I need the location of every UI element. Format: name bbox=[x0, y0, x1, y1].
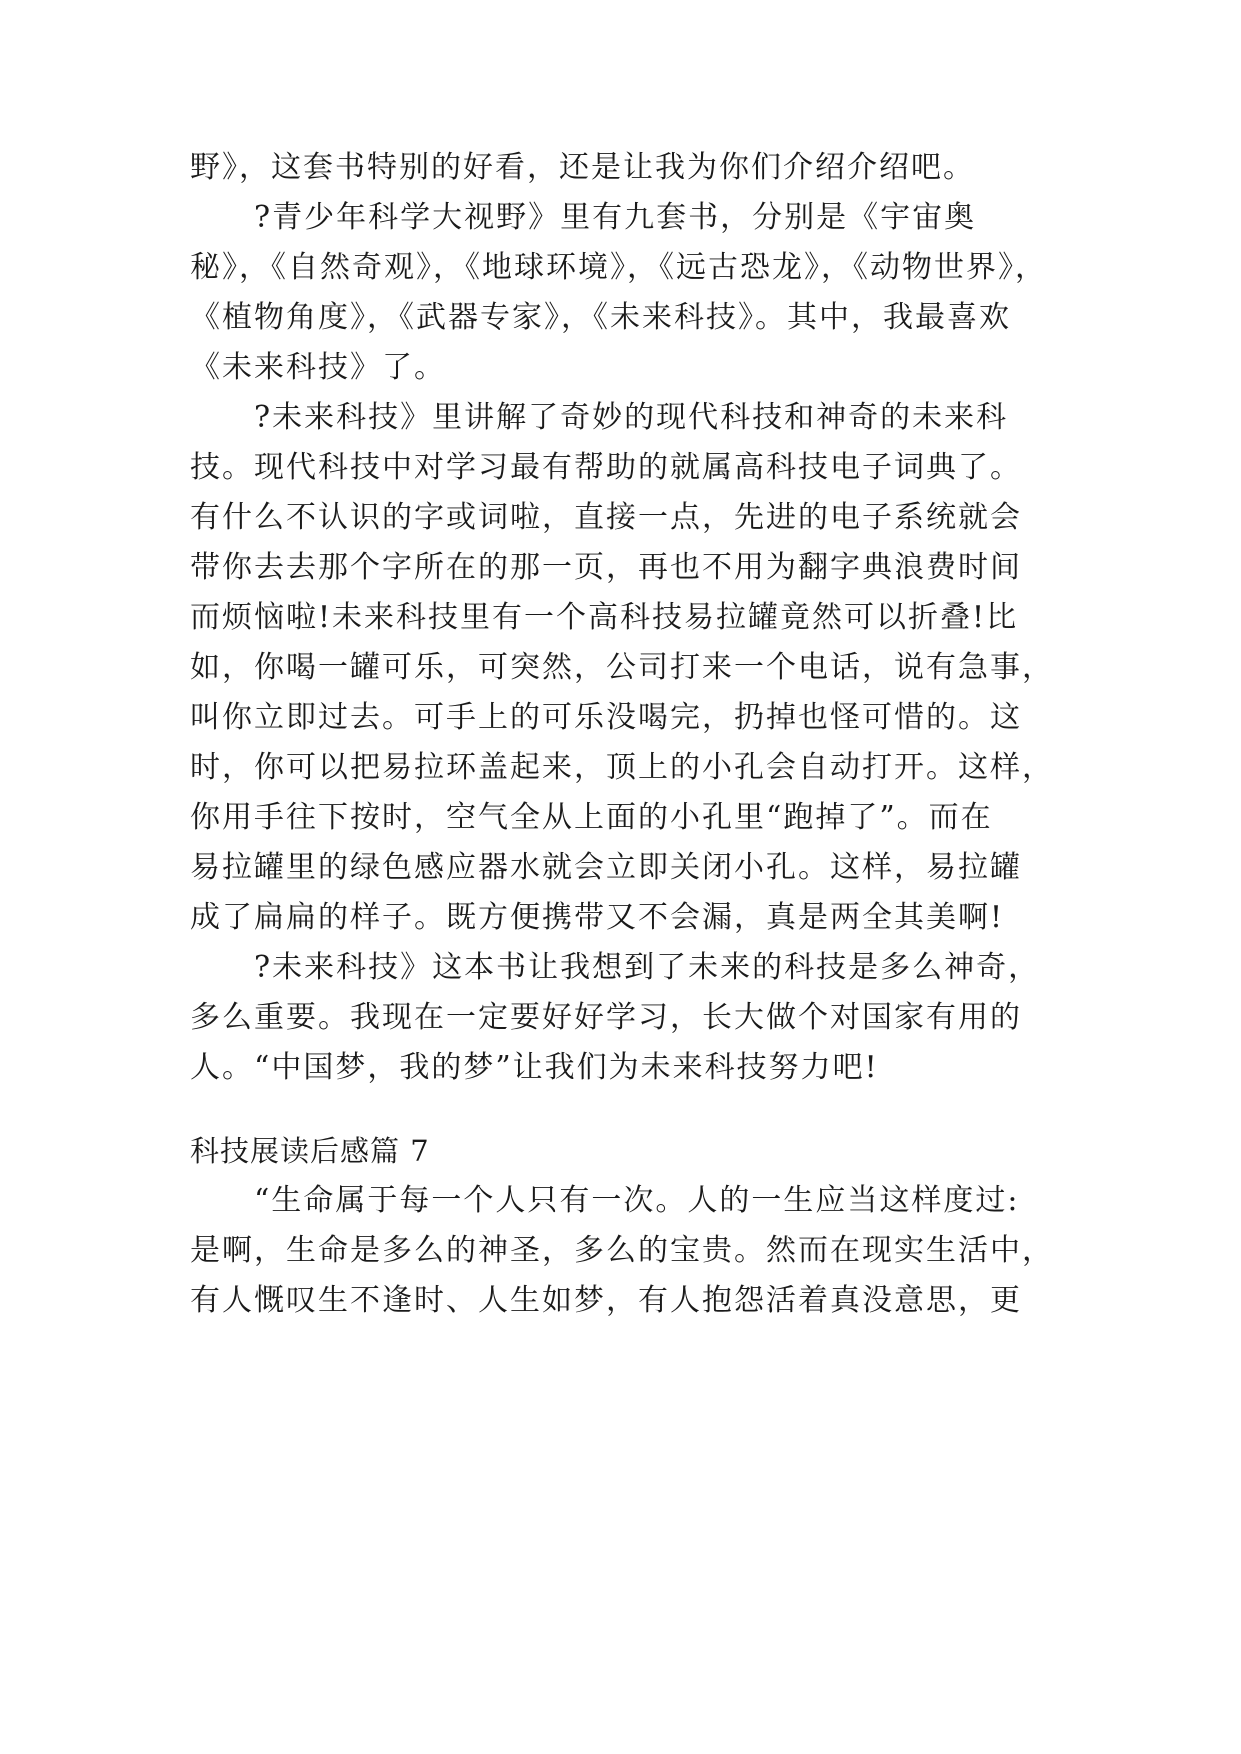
text-line: 而烦恼啦!未来科技里有一个高科技易拉罐竟然可以折叠!比 bbox=[190, 600, 1019, 635]
text-line: 《植物角度》，《武器专家》，《未来科技》。其中，我最喜欢 bbox=[190, 300, 1011, 335]
text-line: 叫你立即过去。可手上的可乐没喝完，扔掉也怪可惜的。这 bbox=[190, 700, 1022, 735]
text-line: 成了扁扁的样子。既方便携带又不会漏，真是两全其美啊! bbox=[190, 900, 1005, 935]
text-line: 带你去去那个字所在的那一页，再也不用为翻字典浪费时间 bbox=[190, 550, 1022, 585]
text-line: “生命属于每一个人只有一次。人的一生应当这样度过: bbox=[190, 1183, 1020, 1218]
text-line: 《未来科技》了。 bbox=[190, 350, 446, 385]
text-line: 易拉罐里的绿色感应器水就会立即关闭小孔。这样，易拉罐 bbox=[190, 850, 1022, 885]
text-line: 是啊，生命是多么的神圣，多么的宝贵。然而在现实生活中， bbox=[190, 1233, 1054, 1268]
text-line: 你用手往下按时，空气全从上面的小孔里“跑掉了”。而在 bbox=[190, 800, 993, 835]
text-line: 人。“中国梦，我的梦”让我们为未来科技努力吧! bbox=[190, 1050, 879, 1085]
text-line: 野》，这套书特别的好看，还是让我为你们介绍介绍吧。 bbox=[190, 150, 975, 185]
text-line: ?未来科技》这本书让我想到了未来的科技是多么神奇， bbox=[190, 950, 1041, 985]
text-line: ?青少年科学大视野》里有九套书，分别是《宇宙奥 bbox=[190, 200, 977, 235]
text-line: 秘》，《自然奇观》，《地球环境》，《远古恐龙》，《动物世界》， bbox=[190, 250, 1047, 285]
text-line: 技。现代科技中对学习最有帮助的就属高科技电子词典了。 bbox=[190, 450, 1022, 485]
text-line: 如，你喝一罐可乐，可突然，公司打来一个电话，说有急事， bbox=[190, 650, 1054, 685]
text-line: ?未来科技》里讲解了奇妙的现代科技和神奇的未来科 bbox=[190, 400, 1009, 435]
section-heading: 科技展读后感篇 7 bbox=[190, 1134, 430, 1168]
text-line: 时，你可以把易拉环盖起来，顶上的小孔会自动打开。这样， bbox=[190, 750, 1054, 785]
text-line: 多么重要。我现在一定要好好学习，长大做个对国家有用的 bbox=[190, 1000, 1022, 1035]
text-line: 有什么不认识的字或词啦，直接一点，先进的电子系统就会 bbox=[190, 500, 1022, 535]
text-line: 有人慨叹生不逢时、人生如梦，有人抱怨活着真没意思，更 bbox=[190, 1283, 1022, 1318]
